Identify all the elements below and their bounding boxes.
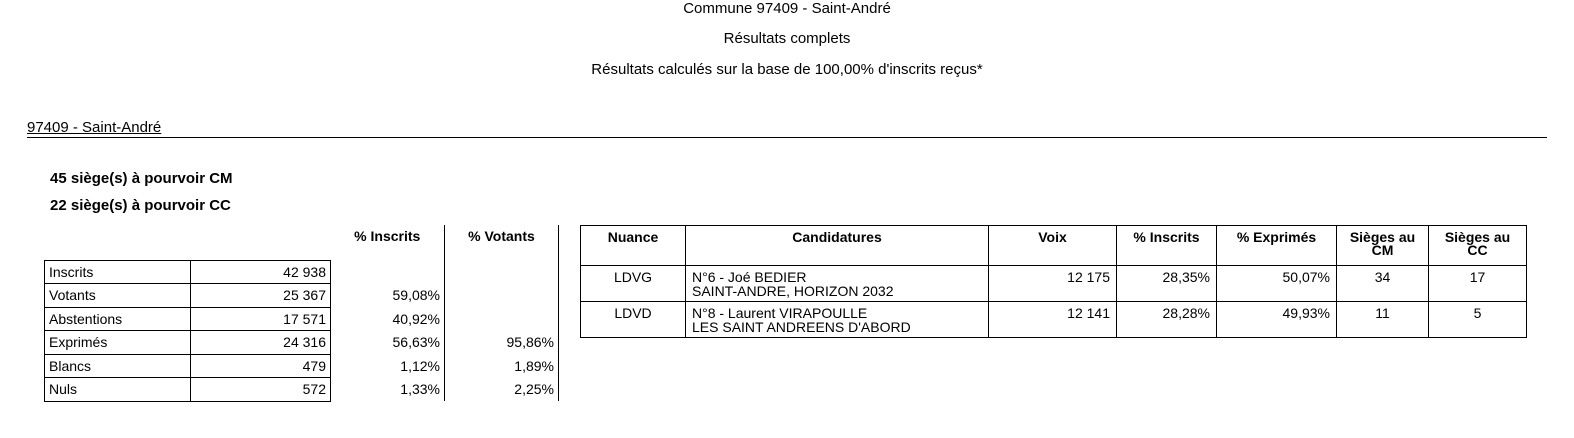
results-basis-note: Résultats calculés sur la base de 100,00% d'inscrits reçus* xyxy=(591,61,983,78)
stats-row-nuls xyxy=(45,378,559,402)
results-header-pct-inscrits: % Inscrits xyxy=(1117,226,1217,266)
results-candidature xyxy=(686,266,989,302)
stats-pct-inscrits xyxy=(331,260,445,284)
results-sieges-cc: 5 xyxy=(1429,302,1527,338)
results-header-nuance: Nuance xyxy=(581,226,686,266)
results-header-sieges-cc: Sièges au CC xyxy=(1429,226,1527,266)
page-title: Commune 97409 - Saint-André xyxy=(683,0,891,17)
stats-row-inscrits xyxy=(45,260,559,284)
stats-header-pct-inscrits: % Inscrits xyxy=(331,225,445,260)
stats-pct-votants xyxy=(445,260,559,284)
candidate-name: N°8 - Laurent VIRAPOULLE xyxy=(692,305,868,321)
results-row xyxy=(581,266,1527,302)
results-row xyxy=(581,302,1527,338)
results-table xyxy=(580,225,1527,338)
results-table-container xyxy=(580,225,1527,338)
stats-value: 25 367 xyxy=(191,284,331,308)
stats-pct-inscrits: 1,12% xyxy=(331,354,445,378)
results-sieges-cc: 17 xyxy=(1429,266,1527,302)
seats-cm-text: 45 siège(s) à pourvoir CM xyxy=(50,170,233,187)
stats-pct-inscrits: 40,92% xyxy=(331,307,445,331)
candidate-name: N°6 - Joé BEDIER xyxy=(692,269,807,285)
stats-value: 24 316 xyxy=(191,331,331,355)
stats-pct-inscrits: 56,63% xyxy=(331,331,445,355)
stats-pct-votants xyxy=(445,307,559,331)
stats-table-container xyxy=(44,225,559,402)
results-header-row xyxy=(581,226,1527,266)
results-header-sieges-cm: Sièges au CM xyxy=(1337,226,1429,266)
stats-value: 17 571 xyxy=(191,307,331,331)
results-voix: 12 175 xyxy=(989,266,1117,302)
results-header-candidatures: Candidatures xyxy=(686,226,989,266)
stats-label: Exprimés xyxy=(45,331,191,355)
stats-pct-votants xyxy=(445,284,559,308)
stats-pct-votants: 2,25% xyxy=(445,378,559,402)
page-subtitle: Résultats complets xyxy=(723,30,851,47)
stats-header-row xyxy=(45,225,559,260)
stats-value: 42 938 xyxy=(191,260,331,284)
results-candidature xyxy=(686,302,989,338)
results-pct-inscrits: 28,35% xyxy=(1117,266,1217,302)
results-pct-exprimes: 50,07% xyxy=(1217,266,1337,302)
stats-value: 479 xyxy=(191,354,331,378)
commune-section-label: 97409 - Saint-André xyxy=(27,119,162,136)
stats-row-exprimes xyxy=(45,331,559,355)
stats-label: Nuls xyxy=(45,378,191,402)
section-divider xyxy=(27,137,1547,138)
stats-header-pct-votants: % Votants xyxy=(445,225,559,260)
list-name: SAINT-ANDRE, HORIZON 2032 xyxy=(692,283,894,299)
seats-cc-text: 22 siège(s) à pourvoir CC xyxy=(50,197,231,214)
results-pct-inscrits: 28,28% xyxy=(1117,302,1217,338)
results-header-voix: Voix xyxy=(989,226,1117,266)
results-header-pct-exprimes: % Exprimés xyxy=(1217,226,1337,266)
results-nuance: LDVD xyxy=(581,302,686,338)
stats-pct-inscrits: 59,08% xyxy=(331,284,445,308)
stats-table xyxy=(44,225,559,402)
results-voix: 12 141 xyxy=(989,302,1117,338)
stats-header-blank xyxy=(191,225,331,260)
stats-row-abstentions xyxy=(45,307,559,331)
stats-value: 572 xyxy=(191,378,331,402)
stats-row-votants xyxy=(45,284,559,308)
stats-label: Votants xyxy=(45,284,191,308)
results-sieges-cm: 34 xyxy=(1337,266,1429,302)
stats-row-blancs xyxy=(45,354,559,378)
stats-pct-votants: 1,89% xyxy=(445,354,559,378)
results-nuance: LDVG xyxy=(581,266,686,302)
stats-pct-votants: 95,86% xyxy=(445,331,559,355)
stats-label: Inscrits xyxy=(45,260,191,284)
results-pct-exprimes: 49,93% xyxy=(1217,302,1337,338)
stats-label: Abstentions xyxy=(45,307,191,331)
results-sieges-cm: 11 xyxy=(1337,302,1429,338)
stats-pct-inscrits: 1,33% xyxy=(331,378,445,402)
stats-header-blank xyxy=(45,225,191,260)
list-name: LES SAINT ANDREENS D'ABORD xyxy=(692,319,911,335)
stats-label: Blancs xyxy=(45,354,191,378)
